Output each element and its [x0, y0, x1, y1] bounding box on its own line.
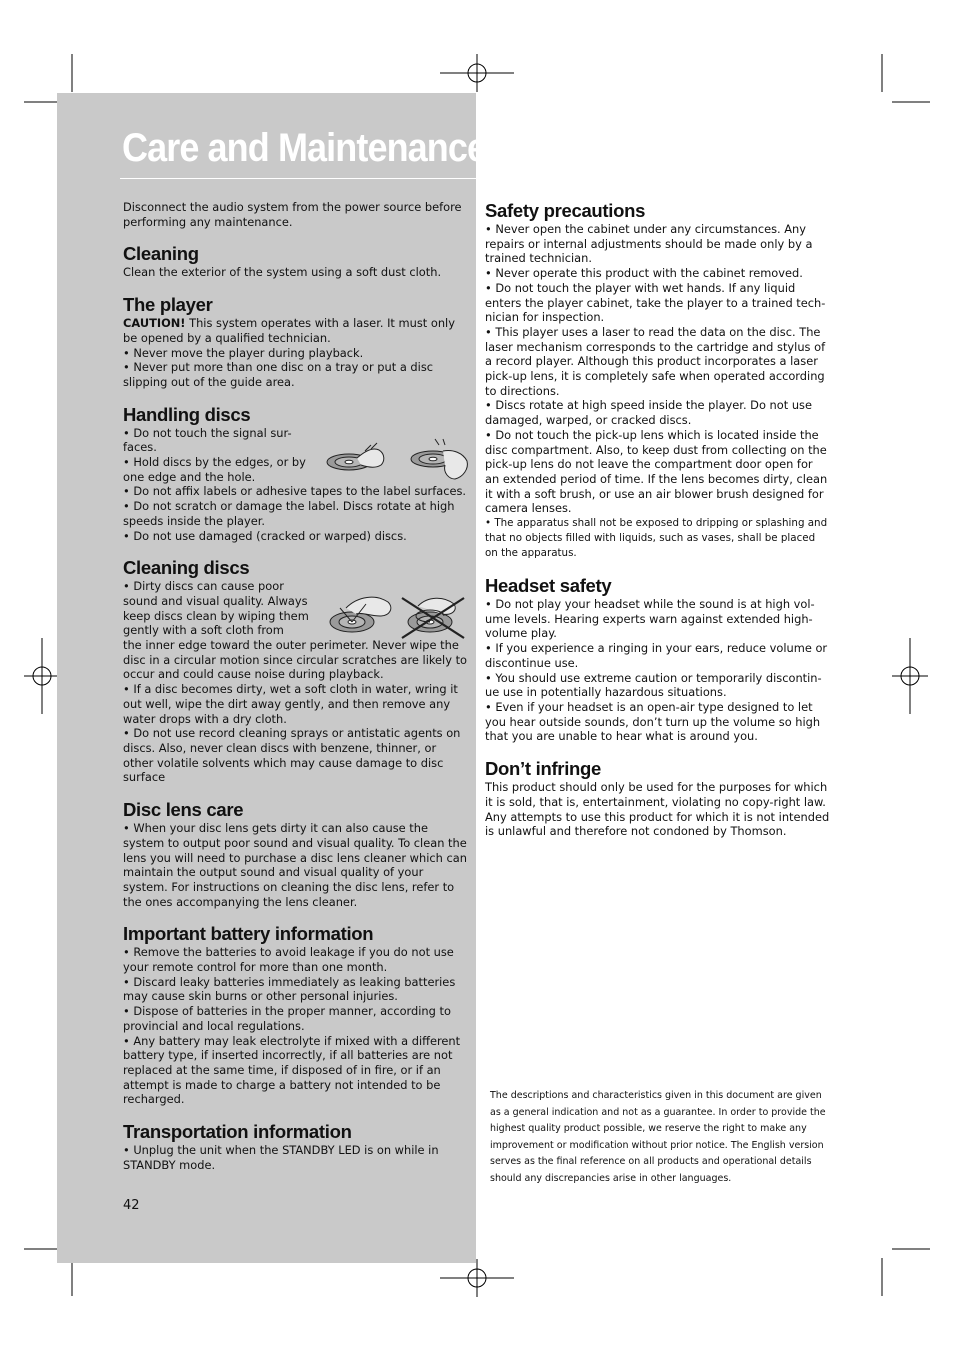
- player-item: • Never move the player during playback.: [123, 345, 364, 360]
- safety-item: • Do not touch the pick-up lens which is located inside the disc compartment. Also, to keep dust from collecting on the pick-up lens do not leave the compartment door open for an extended period of time. If the lens becomes dirty, clean it with a soft brush, or use an air blower brush designed for camera lenses.: [485, 427, 828, 516]
- safety-item: • Never operate this product with the cabinet removed.: [485, 266, 803, 281]
- safety-item: • Never open the cabinet under any circumstances. Any repairs or internal adjustments should be made only by a trained technician.: [485, 222, 813, 266]
- safety-item-small: • The apparatus shall not be exposed to dripping or splashing and that no objects filled with liquids, such as vases, shall be placed on the apparatus.: [485, 517, 828, 560]
- lens-text: • When your disc lens gets dirty it can also cause the system to output poor sound and visual quality. To clean the lens you will need to purchase a disc lens cleaner which can maintain the output sound and visual quality of your system. For instructions on cleaning the disc lens, refer to the ones accompanying the lens cleaner.: [123, 821, 467, 909]
- player-heading: The player: [123, 294, 213, 316]
- cleaning-heading: Cleaning: [123, 243, 199, 265]
- safety-item: • Discs rotate at high speed inside the player. Do not use damaged, warped, or cracked discs.: [485, 398, 812, 428]
- cleaning-text: Clean the exterior of the system using a soft dust cloth.: [123, 265, 442, 280]
- cleaning-discs-item: • If a disc becomes dirty, wet a soft cloth in water, wring it out well, wipe the dirt away gently, and then remove any water drops with a dry cloth.: [123, 682, 458, 726]
- battery-item: • Remove the batteries to avoid leakage if you do not use your remote control for more than one month.: [123, 945, 454, 975]
- headset-item: • Even if your headset is an open-air type designed to let you hear outside sounds, don’t turn up the volume so high that you are unable to hear what is around you.: [485, 699, 821, 744]
- infringe-heading: Don’t infringe: [485, 758, 602, 780]
- battery-item: • Dispose of batteries in the proper manner, according to provincial and local regulations.: [123, 1004, 451, 1033]
- cleaning-discs-heading: Cleaning discs: [123, 557, 250, 579]
- battery-heading: Important battery information: [123, 923, 374, 945]
- headset-item: • If you experience a ringing in your ears, reduce volume or discontinue use.: [485, 641, 828, 670]
- infringe-text: This product should only be used for the purposes for which it is sold, that is, entertainment, violating no copy-right law. Any attempts to use this product for which it is not intended is unlawful and therefore not condoned by Thomson.: [485, 780, 830, 839]
- page-number: 42: [123, 1198, 140, 1213]
- cleaning-discs-item: the inner edge toward the outer perimeter. Never wipe the disc in a circular motion since circular scratches are likely to occur and could cause noise during playback.: [123, 638, 468, 682]
- safety-item: • Do not touch the player with wet hands. If any liquid enters the player cabinet, take the player to a trained tech-nician for inspection.: [485, 280, 826, 325]
- player-caution: [123, 316, 469, 345]
- handling-item: • Do not scratch or damage the label. Discs rotate at high speeds inside the player.: [123, 499, 455, 528]
- transport-text: • Unplug the unit when the STANDBY LED is on while in STANDBY mode.: [123, 1143, 439, 1172]
- cleaning-discs-item: • Dirty discs can cause poor sound and visual quality. Always keep discs clean by wiping them gently with a soft cloth from: [123, 579, 309, 638]
- intro-text: Disconnect the audio system from the power source before performing any maintenance.: [123, 200, 462, 229]
- handling-heading: Handling discs: [123, 403, 251, 425]
- caution-label: CAUTION!: [123, 316, 186, 331]
- caution-text: This system operates with a laser. It must only be opened by a qualified technician.: [123, 316, 455, 345]
- cleaning-discs-item: • Do not use record cleaning sprays or antistatic agents on discs. Also, never clean discs with benzene, thinner, or other volatile solvents which may cause damage to disc surface: [123, 726, 461, 785]
- safety-item: • This player uses a laser to read the data on the disc. The laser mechanism corresponds to the cartridge and stylus of a record player. Although this product incorporates a laser pick-up lens, it is completely safe when operated according to directions.: [485, 324, 826, 398]
- right-column: [485, 200, 830, 839]
- handling-item: • Hold discs by the edges, or by one edge and the hole.: [123, 455, 306, 484]
- headset-item: • Do not play your headset while the sound is at high vol-ume levels. Hearing experts warn against extended high-volume play.: [485, 597, 815, 641]
- left-column: [123, 200, 469, 1172]
- handling-item: • Do not affix labels or adhesive tapes to the label surfaces.: [123, 484, 467, 499]
- battery-item: • Discard leaky batteries immediately as leaking batteries may cause skin burns or other personal injuries.: [123, 974, 456, 1004]
- handling-item: • Do not use damaged (cracked or warped) discs.: [123, 528, 407, 543]
- title-underline: [120, 178, 476, 179]
- battery-item: • Any battery may leak electrolyte if mixed with a different battery type, if inserted incorrectly, if all batteries are not replaced at the same time, if disposed of in fire, or if an attempt is made to charge a battery not intended to be recharged.: [123, 1033, 461, 1107]
- handling-item: • Do not touch the signal sur-faces.: [123, 425, 292, 455]
- player-item: • Never put more than one disc on a tray or put a disc slipping out of the guide area.: [123, 360, 434, 389]
- page-title: Care and Maintenance: [122, 126, 487, 170]
- lens-heading: Disc lens care: [123, 799, 244, 821]
- safety-heading: Safety precautions: [485, 200, 646, 221]
- transport-heading: Transportation information: [123, 1121, 352, 1143]
- headset-item: • You should use extreme caution or temporarily discontin-ue use in potentially hazardous situations.: [485, 670, 822, 700]
- disclaimer-text: The descriptions and characteristics given in this document are given as a general indication and not as a guarantee. In order to provide the highest quality product possible, we reserve the right to make any improvement or modification without prior notice. The English version serves as the final reference on all products and operational details should any discrepancies arise in other languages.: [490, 1090, 826, 1184]
- headset-heading: Headset safety: [485, 575, 612, 597]
